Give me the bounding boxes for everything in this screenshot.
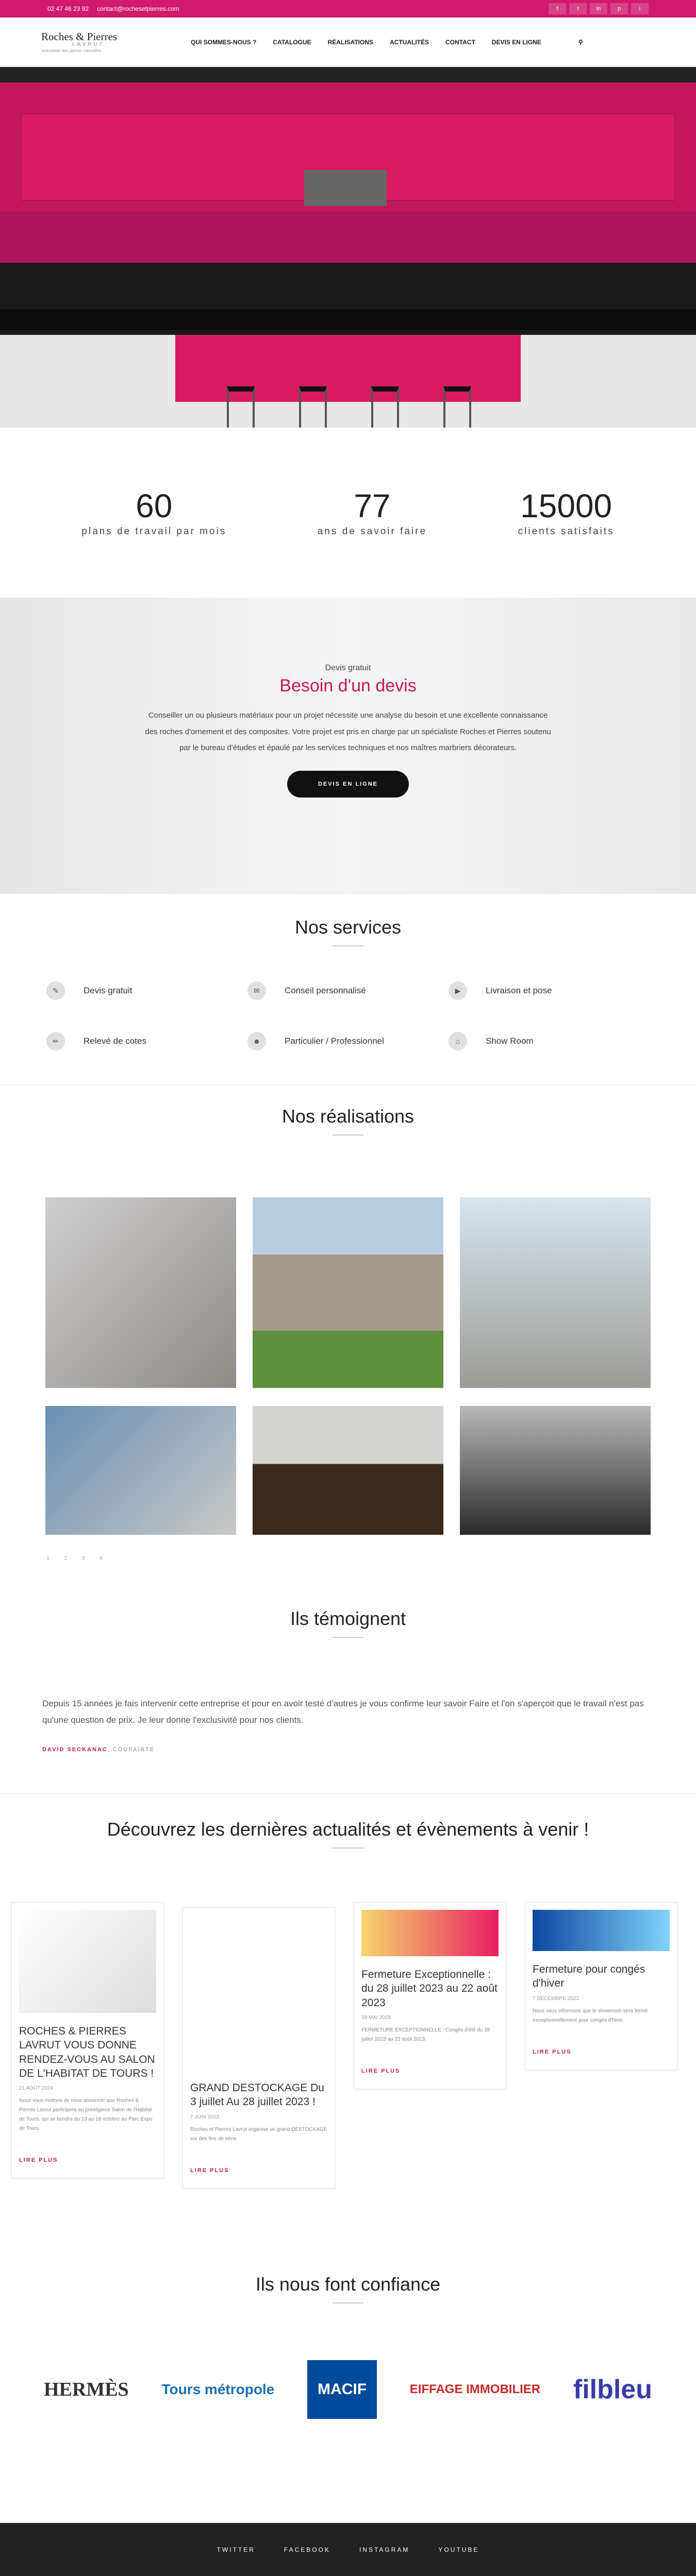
testimonial-text: Depuis 15 années je fais intervenir cette entreprise et pour en avoir testé d'autres je vous confirme leur savoir Faire et l'on s'aperçoit que le travail n'est pas qu'une question de prix. Je leur donne l'exclusivité pour nos clients. [42,1699,644,1725]
logo[interactable]: Roches & Pierres LAVRUT spécialiste des pierres naturelles [41,30,117,53]
phone-link[interactable]: 02 47 46 23 92 [47,5,89,12]
user-icon: ☻ [247,1032,266,1050]
twitter-link[interactable]: TWITTER [217,2546,255,2553]
devis-kicker: Devis gratuit [325,664,371,672]
service-item: ✉ Conseil personnalisé [247,981,449,1000]
read-more-link[interactable]: LIRE PLUS [533,2048,572,2055]
news-section [0,1793,696,2267]
twitter-icon[interactable]: t [569,3,587,14]
home-icon: ⌂ [449,1032,467,1050]
truck-icon: ▶ [449,981,467,1000]
devis-section [0,598,696,894]
nav-qui-sommes-nous[interactable]: QUI SOMMES-NOUS ? [191,38,257,46]
social-bar [0,2523,696,2576]
instagram-icon[interactable]: i [631,3,649,14]
partners-section [0,2267,696,2523]
gallery-pagination: 1 2 3 4 [46,1555,103,1562]
devis-en-ligne-button[interactable]: DEVIS EN LIGNE [287,771,409,798]
service-item: ☻ Particulier / Professionnel [247,1032,449,1050]
read-more-link[interactable]: LIRE PLUS [190,2167,229,2174]
facebook-icon[interactable]: f [549,3,566,14]
stat-item: 60 plans de travail par mois [81,487,227,537]
macif-logo: MACIF [307,2360,377,2419]
realisation-image[interactable] [45,1406,236,1535]
realisations-section [0,1084,696,1562]
nav-realisations[interactable]: RÉALISATIONS [327,38,374,46]
testimonials-section [0,1562,696,1793]
nav-actualites[interactable]: ACTUALITÉS [390,38,429,46]
chat-icon: ✉ [247,981,266,1000]
ruler-icon: ✏ [46,1032,65,1050]
filbleu-logo: filbleu [573,2375,652,2404]
partners-title: Ils nous font confiance [255,2274,441,2295]
realisation-image[interactable] [45,1197,236,1388]
testimonial-author: DAVID SECKANAC, COUPAIRTE [42,1746,155,1753]
eiffage-logo: EIFFAGE IMMOBILIER [409,2382,541,2396]
service-item: ⌂ Show Room [449,1032,650,1050]
read-more-link[interactable]: LIRE PLUS [19,2157,58,2164]
testimonials-title: Ils témoignent [290,1608,406,1629]
read-more-link[interactable]: LIRE PLUS [361,2067,401,2074]
news-card[interactable]: Fermeture Exceptionnelle : du 28 juillet 2023 au 22 août 2023 18 MAI 2023 FERMETURE EXCEPTIONNELLE : Congés d'été du 28 juillet 2023 au 22 août 2023. LIRE PLUS [354,1902,506,2089]
top-bar [0,0,696,18]
stat-item: 77 ans de savoir faire [317,487,427,537]
news-title: Découvrez les dernières actualités et évènements à venir ! [107,1819,589,1840]
news-card[interactable]: Fermeture pour congés d'hiver 7 DÉCEMBRE 2022 Nous vous informons que le showroom sera fermé exceptionnellement pour congés d'hiver. LIRE PLUS [525,1902,677,2070]
search-icon[interactable]: ⚲ [578,38,583,46]
service-item: ✏ Relevé de cotes [46,1032,247,1050]
instagram-link[interactable]: INSTAGRAM [359,2546,410,2553]
hero-kitchen-image [0,67,696,428]
realisation-image[interactable] [253,1197,443,1388]
header [0,18,696,67]
devis-text: Conseiller un ou plusieurs matériaux pour un projet nécessite une analyse du besoin et une excellente connaissance des roches d'ornement et des composites. Votre projet est pris en charge par un spécialiste Roches et Pierres soutenu par le bureau d'études et épaulé par les services techniques et nos maîtres marbriers décorateurs. [145,711,551,752]
realisation-image[interactable] [460,1406,651,1535]
nav-devis[interactable]: DEVIS EN LIGNE [491,38,541,46]
realisation-image[interactable] [253,1406,443,1535]
facebook-link[interactable]: FACEBOOK [284,2546,330,2553]
tours-logo: Tours métropole [161,2381,275,2397]
stats-section [0,428,696,598]
service-item: ✎ Devis gratuit [46,981,247,1000]
pinterest-icon[interactable]: p [610,3,628,14]
realisation-image[interactable] [460,1197,651,1388]
nav-contact[interactable]: CONTACT [445,38,475,46]
linkedin-icon[interactable]: in [590,3,607,14]
hermes-logo: HERMÈS [44,2379,129,2400]
devis-title: Besoin d'un devis [279,676,417,696]
news-card[interactable]: ROCHES & PIERRES LAVRUT VOUS DONNE RENDEZ-VOUS AU SALON DE L'HABITAT DE TOURS ! 21 AOÛT 2024 Nous vous invitons de nous annoncer que Roches & Pierres Lavrut participera au prestigieux Salon de l'Habitat de Tours, qui se tiendra du 13 au 16 octobre au Parc Expo de Tours. LIRE PLUS [11,1902,164,2178]
news-card[interactable]: GRAND DESTOCKAGE Du 3 juillet Au 28 juillet 2023 ! 7 JUIN 2023 Roches et Pierres Lavrut organise un grand DESTOCKAGE sur des fins de série. LIRE PLUS [183,1907,335,2189]
document-icon: ✎ [46,981,65,1000]
realisations-title: Nos réalisations [281,1106,415,1127]
services-title: Nos services [294,917,402,938]
nav-catalogue[interactable]: CATALOGUE [273,38,311,46]
youtube-link[interactable]: YOUTUBE [438,2546,479,2553]
email-link[interactable]: contact@rochesetpierres.com [97,5,179,12]
service-item: ▶ Livraison et pose [449,981,650,1000]
stat-item: 15000 clients satisfaits [518,487,615,537]
services-section [0,894,696,1084]
main-nav [191,39,583,46]
